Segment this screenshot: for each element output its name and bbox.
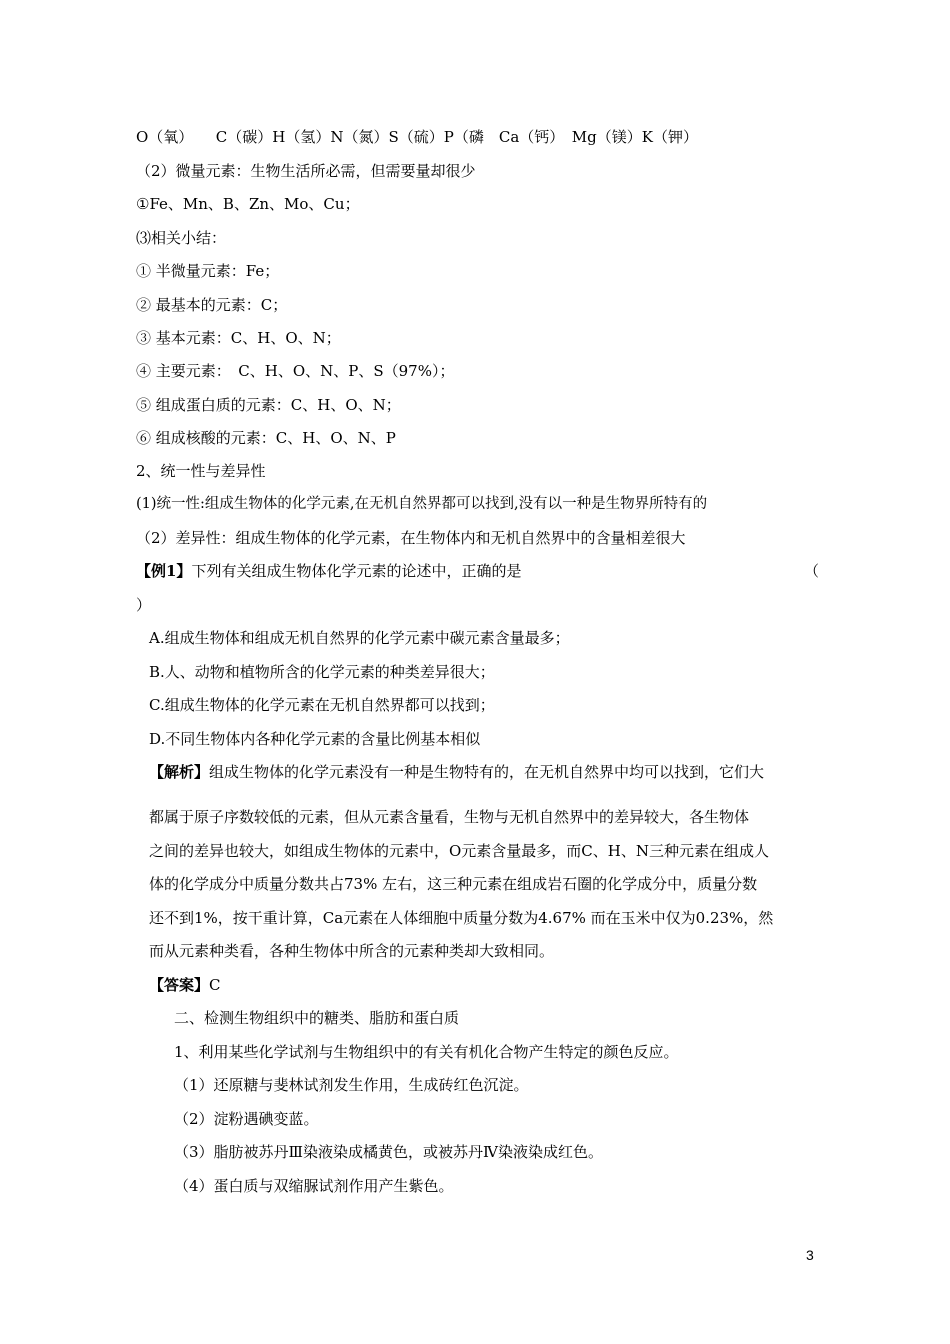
answer-value: C: [209, 976, 221, 994]
answer-paren-close: ）: [136, 596, 152, 614]
trace-elements-list: ①Fe、Mn、B、Zn、Mo、Cu；: [136, 195, 360, 213]
option-c: C.组成生物体的化学元素在无机自然界都可以找到；: [149, 696, 495, 714]
analysis-line: 之间的差异也较大，如组成生物体的元素中，O元素含量最多，而C、H、N三种元素在组成人: [149, 842, 769, 860]
element-list-line: O（氧） C（碳）H（氢）N（氮）S（硫）P（磷 Ca（钙） Mg（镁）K（钾）: [136, 128, 698, 146]
unity-diversity-heading: 2、统一性与差异性: [136, 462, 266, 480]
reaction-item-2: （2）淀粉遇碘变蓝。: [174, 1110, 319, 1128]
summary-item-2: ② 最基本的元素：C；: [136, 296, 288, 314]
reaction-item-4: （4）蛋白质与双缩脲试剂作用产生紫色。: [174, 1177, 454, 1195]
section-2-heading: 二、检测生物组织中的糖类、脂肪和蛋白质: [174, 1009, 460, 1027]
page-number: 3: [806, 1247, 814, 1263]
answer-line: [149, 975, 221, 995]
example-question: [136, 561, 521, 581]
answer-paren-open: （: [804, 562, 820, 580]
analysis-text: 组成生物体的化学元素没有一种是生物特有的，在无机自然界中均可以找到，它们大: [209, 763, 765, 781]
unity-paragraph: (1)统一性:组成生物体的化学元素,在无机自然界都可以找到,没有以一种是生物界所特有的: [136, 496, 708, 512]
section-2-point: 1、利用某些化学试剂与生物组织中的有关有机化合物产生特定的颜色反应。: [174, 1043, 679, 1061]
answer-tag: 【答案】: [149, 976, 210, 994]
summary-item-4: ④ 主要元素： C、H、O、N、P、S（97%）；: [136, 362, 455, 380]
analysis-line: 还不到1%，按干重计算，Ca元素在人体细胞中质量分数为4.67% 而在玉米中仅为0.23%，然: [149, 909, 774, 927]
analysis-first-line: [149, 762, 764, 782]
option-b: B.人、动物和植物所含的化学元素的种类差异很大；: [149, 663, 495, 681]
analysis-line: 而从元素种类看，各种生物体中所含的元素种类却大致相同。: [149, 942, 555, 960]
summary-heading: ⑶相关小结：: [136, 229, 227, 247]
analysis-line: 体的化学成分中质量分数共占73% 左右，这三种元素在组成岩石圈的化学成分中，质量分数: [149, 875, 758, 893]
summary-item-1: ① 半微量元素：Fe；: [136, 262, 280, 280]
trace-elements-heading: （2）微量元素：生物生活所必需，但需要量却很少: [136, 162, 476, 180]
example-tag: 【例1】: [136, 562, 192, 580]
difference-paragraph: （2）差异性：组成生物体的化学元素，在生物体内和无机自然界中的含量相差很大: [136, 529, 686, 547]
option-d: D.不同生物体内各种化学元素的含量比例基本相似: [149, 730, 481, 748]
summary-item-3: ③ 基本元素：C、H、O、N；: [136, 329, 341, 347]
example-stem: 下列有关组成生物体化学元素的论述中，正确的是: [191, 562, 522, 580]
analysis-line: 都属于原子序数较低的元素，但从元素含量看，生物与无机自然界中的差异较大，各生物体: [149, 808, 750, 826]
summary-item-6: ⑥ 组成核酸的元素：C、H、O、N、P: [136, 429, 396, 447]
option-a: A.组成生物体和组成无机自然界的化学元素中碳元素含量最多；: [149, 629, 570, 647]
summary-item-5: ⑤ 组成蛋白质的元素：C、H、O、N；: [136, 396, 401, 414]
reaction-item-1: （1）还原糖与斐林试剂发生作用，生成砖红色沉淀。: [174, 1076, 529, 1094]
analysis-tag: 【解析】: [149, 763, 210, 781]
reaction-item-3: （3）脂肪被苏丹Ⅲ染液染成橘黄色，或被苏丹Ⅳ染液染成红色。: [174, 1143, 603, 1161]
